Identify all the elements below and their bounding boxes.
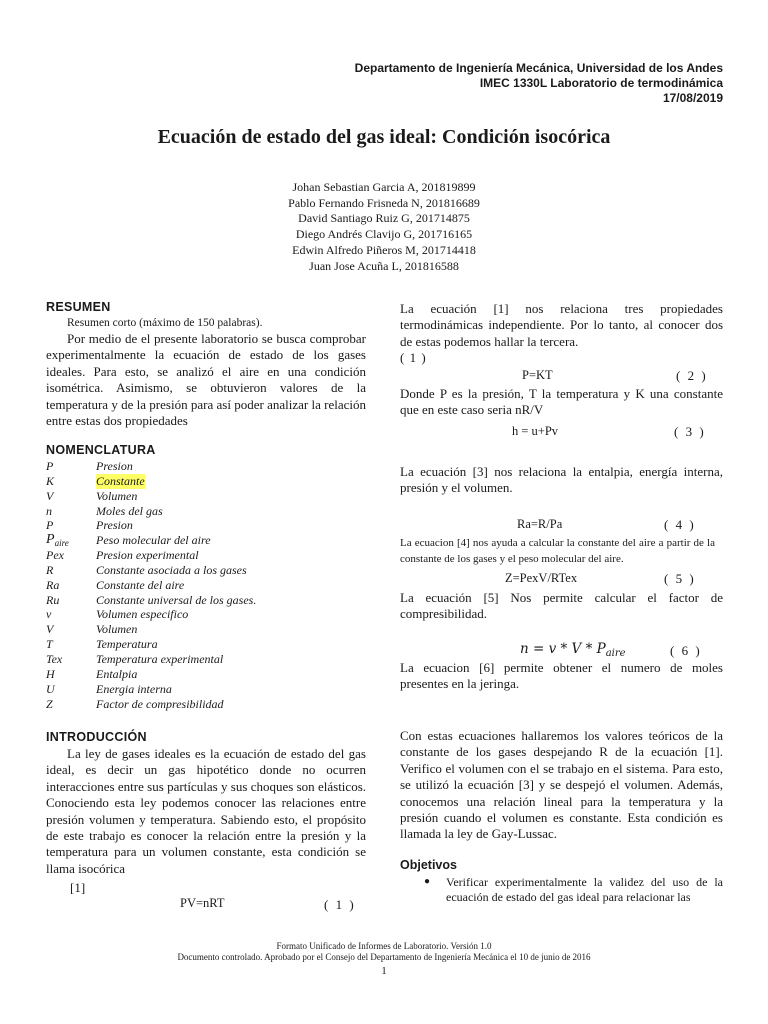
nomenclature-row — [46, 504, 366, 519]
nomenclature-row — [46, 622, 366, 637]
nomenclature-row — [46, 652, 366, 667]
nomenclature-desc: Moles del gas — [96, 503, 163, 518]
nomenclature-desc: Entalpia — [96, 666, 138, 681]
nomenclature-desc: Volumen — [96, 488, 138, 503]
page-number: 1 — [381, 965, 387, 977]
bullet-icon: ● — [424, 876, 431, 887]
footer-approval: Documento controlado. Aprobado por el Consejo del Departamento de Ingeniería Mecánica el 10 de junio de 2016 — [177, 952, 591, 962]
right-paragraph-5: La ecuación [5] Nos permite calcular el factor de compresibilidad. — [400, 590, 723, 622]
nomenclature-desc-highlighted: Constante — [96, 473, 145, 488]
nomenclature-list — [46, 459, 366, 711]
nomenclature-symbol: Ru — [46, 592, 60, 607]
header-department: Departamento de Ingeniería Mecánica, Universidad de los Andes — [354, 61, 723, 75]
nomenclature-row — [46, 667, 366, 682]
equation-6-sub: aire — [605, 648, 626, 659]
objetivos-heading: Objetivos — [400, 858, 457, 872]
equation-5-number: ( 5 ) — [664, 571, 696, 586]
right-paragraph-1: La ecuación [1] nos relaciona tres propiedades termodinámicas independiente. Por lo tanto, al conocer dos de estas podemos hallar la tercera. — [400, 301, 723, 349]
nomenclature-row — [46, 533, 366, 548]
nomenclature-desc: Presion — [96, 459, 133, 473]
right-paragraph-7: Con estas ecuaciones hallaremos los valores teóricos de la constante de los gases despejando R de la ecuación [1]. Verifico el volumen con el se trabajo en el sistema. Para esto, se utilizó la ecuación [3] y se despejó el volumen. Además, conocemos una relación lineal para la temperatura y la presión cuando el volumen es constante. Esta condición es llamada la ley de Gay-Lussac. — [400, 728, 723, 842]
nomenclature-desc: Presion — [96, 518, 133, 533]
nomenclature-symbol: V — [46, 488, 54, 503]
nomenclature-symbol: K — [46, 473, 55, 488]
equation-1-number: ( 1 ) — [324, 897, 356, 912]
nomenclatura-heading: NOMENCLATURA — [46, 443, 156, 457]
equation-1: PV=nRT — [180, 896, 225, 910]
right-paragraph-2: Donde P es la presión, T la temperatura y K una constante que en este caso seria nR/V — [400, 386, 723, 418]
header-date: 17/08/2019 — [662, 91, 723, 105]
author: Edwin Alfredo Piñeros M, 201714418 — [292, 242, 476, 257]
nomenclature-row — [46, 578, 366, 593]
right-paragraph-4: La ecuacion [4] nos ayuda a calcular la constante del aire a partir de la constante de los gases y el peso molecular del aire. — [400, 537, 715, 565]
nomenclature-symbol: v — [46, 607, 52, 622]
equation-6-main: n = v * V * P — [520, 641, 606, 657]
header-course: IMEC 1330L Laboratorio de termodinámica — [479, 76, 723, 90]
equation-2-number: ( 2 ) — [676, 368, 708, 383]
right-paragraph-6: La ecuacion [6] permite obtener el numero de moles presentes en la jeringa. — [400, 660, 723, 692]
introduccion-heading: INTRODUCCIÓN — [46, 730, 147, 744]
nomenclature-desc: Temperatura — [96, 637, 158, 652]
nomenclature-symbol-main: P — [46, 532, 55, 548]
nomenclature-symbol: P — [46, 459, 54, 473]
equation-6-number: ( 6 ) — [670, 643, 702, 658]
paper-title: Ecuación de estado del gas ideal: Condición isocórica — [157, 126, 611, 148]
nomenclature-symbol: Tex — [46, 651, 63, 666]
nomenclature-symbol: R — [46, 562, 54, 577]
nomenclature-desc: Constante universal de los gases. — [96, 592, 257, 607]
introduccion-ref: [1] — [70, 880, 86, 895]
author: Pablo Fernando Frisneda N, 201816689 — [288, 195, 480, 210]
nomenclature-symbol: Ra — [46, 577, 60, 592]
nomenclature-desc: Energia interna — [96, 681, 172, 696]
nomenclature-row — [46, 607, 366, 622]
nomenclature-symbol: Pex — [46, 548, 64, 563]
nomenclature-symbol: P — [46, 518, 54, 533]
author: Johan Sebastian Garcia A, 201819899 — [292, 180, 476, 194]
equation-2: P=KT — [522, 368, 553, 382]
equation-6 — [520, 641, 626, 659]
nomenclature-symbol: U — [46, 681, 55, 696]
resumen-note: Resumen corto (máximo de 150 palabras). — [67, 317, 263, 329]
resumen-heading: RESUMEN — [46, 300, 111, 314]
nomenclature-symbol: T — [46, 637, 53, 652]
equation-4-number: ( 4 ) — [664, 517, 696, 532]
nomenclature-symbol: Z — [46, 696, 53, 711]
introduccion-body: La ley de gases ideales es la ecuación de estado del gas ideal, es decir un gas hipotético donde no ocurren interacciones entre sus partículas y sus choques son elásticos. Conociendo esta ley podemos conocer las relaciones entre presión volumen y temperatura. Sabiendo esto, el propósito de este trabajo es conocer la relación entre la presión y la temperatura para un volumen constante, esta condición se llama isocórica — [46, 746, 366, 876]
nomenclature-desc: Volumen especifico — [96, 607, 189, 622]
nomenclature-symbol: H — [46, 666, 55, 681]
nomenclature-desc: Presion experimental — [96, 548, 199, 563]
resumen-body: Por medio de el presente laboratorio se busca comprobar experimentalmente la ecuación de estado de los gases ideales. Para esto, se analizó el aire en una condición isométrica. Asimismo, se obtuvieron valores de la temperatura y de la presión para así poder analizar la relación entre estas dos propiedades — [46, 331, 366, 429]
nomenclature-row — [46, 489, 366, 504]
equation-4: Ra=R/Pa — [517, 517, 563, 531]
nomenclature-symbol-sub: aire — [54, 538, 69, 549]
author-list — [0, 180, 768, 274]
nomenclature-desc: Factor de compresibilidad — [96, 696, 224, 711]
author: Diego Andrés Clavijo G, 201716165 — [295, 227, 473, 242]
nomenclature-desc: Peso molecular del aire — [96, 533, 211, 548]
nomenclature-symbol: n — [46, 503, 52, 518]
nomenclature-row — [46, 682, 366, 697]
nomenclature-row — [46, 563, 366, 578]
nomenclature-row — [46, 637, 366, 652]
nomenclature-desc: Constante del aire — [96, 577, 185, 592]
nomenclature-row — [46, 518, 366, 533]
nomenclature-symbol: V — [46, 622, 54, 637]
equation-3-number: ( 3 ) — [674, 424, 706, 439]
equation-5: Z=PexV/RTex — [505, 571, 578, 585]
nomenclature-row — [46, 697, 366, 712]
footer-format: Formato Unificado de Informes de Laboratorio. Versión 1.0 — [276, 941, 492, 951]
nomenclature-row — [46, 474, 366, 489]
equation-3: h = u+Pv — [512, 424, 559, 438]
nomenclature-row — [46, 548, 366, 563]
objective-item: Verificar experimentalmente la validez del uso de la ecuación de estado del gas ideal para relacionar las — [446, 875, 723, 904]
nomenclature-desc: Volumen — [96, 622, 138, 637]
nomenclature-row — [46, 459, 366, 474]
nomenclature-row — [46, 593, 366, 608]
author: David Santiago Ruiz G, 201714875 — [298, 211, 470, 226]
right-paragraph-3: La ecuación [3] nos relaciona la entalpia, energía interna, presión y el volumen. — [400, 464, 723, 496]
author: Juan Jose Acuña L, 201816588 — [309, 258, 459, 273]
nomenclature-desc: Constante asociada a los gases — [96, 562, 247, 577]
nomenclature-desc: Temperatura experimental — [96, 651, 224, 666]
right-paragraph-1-ref: ( 1 ) — [400, 350, 427, 365]
